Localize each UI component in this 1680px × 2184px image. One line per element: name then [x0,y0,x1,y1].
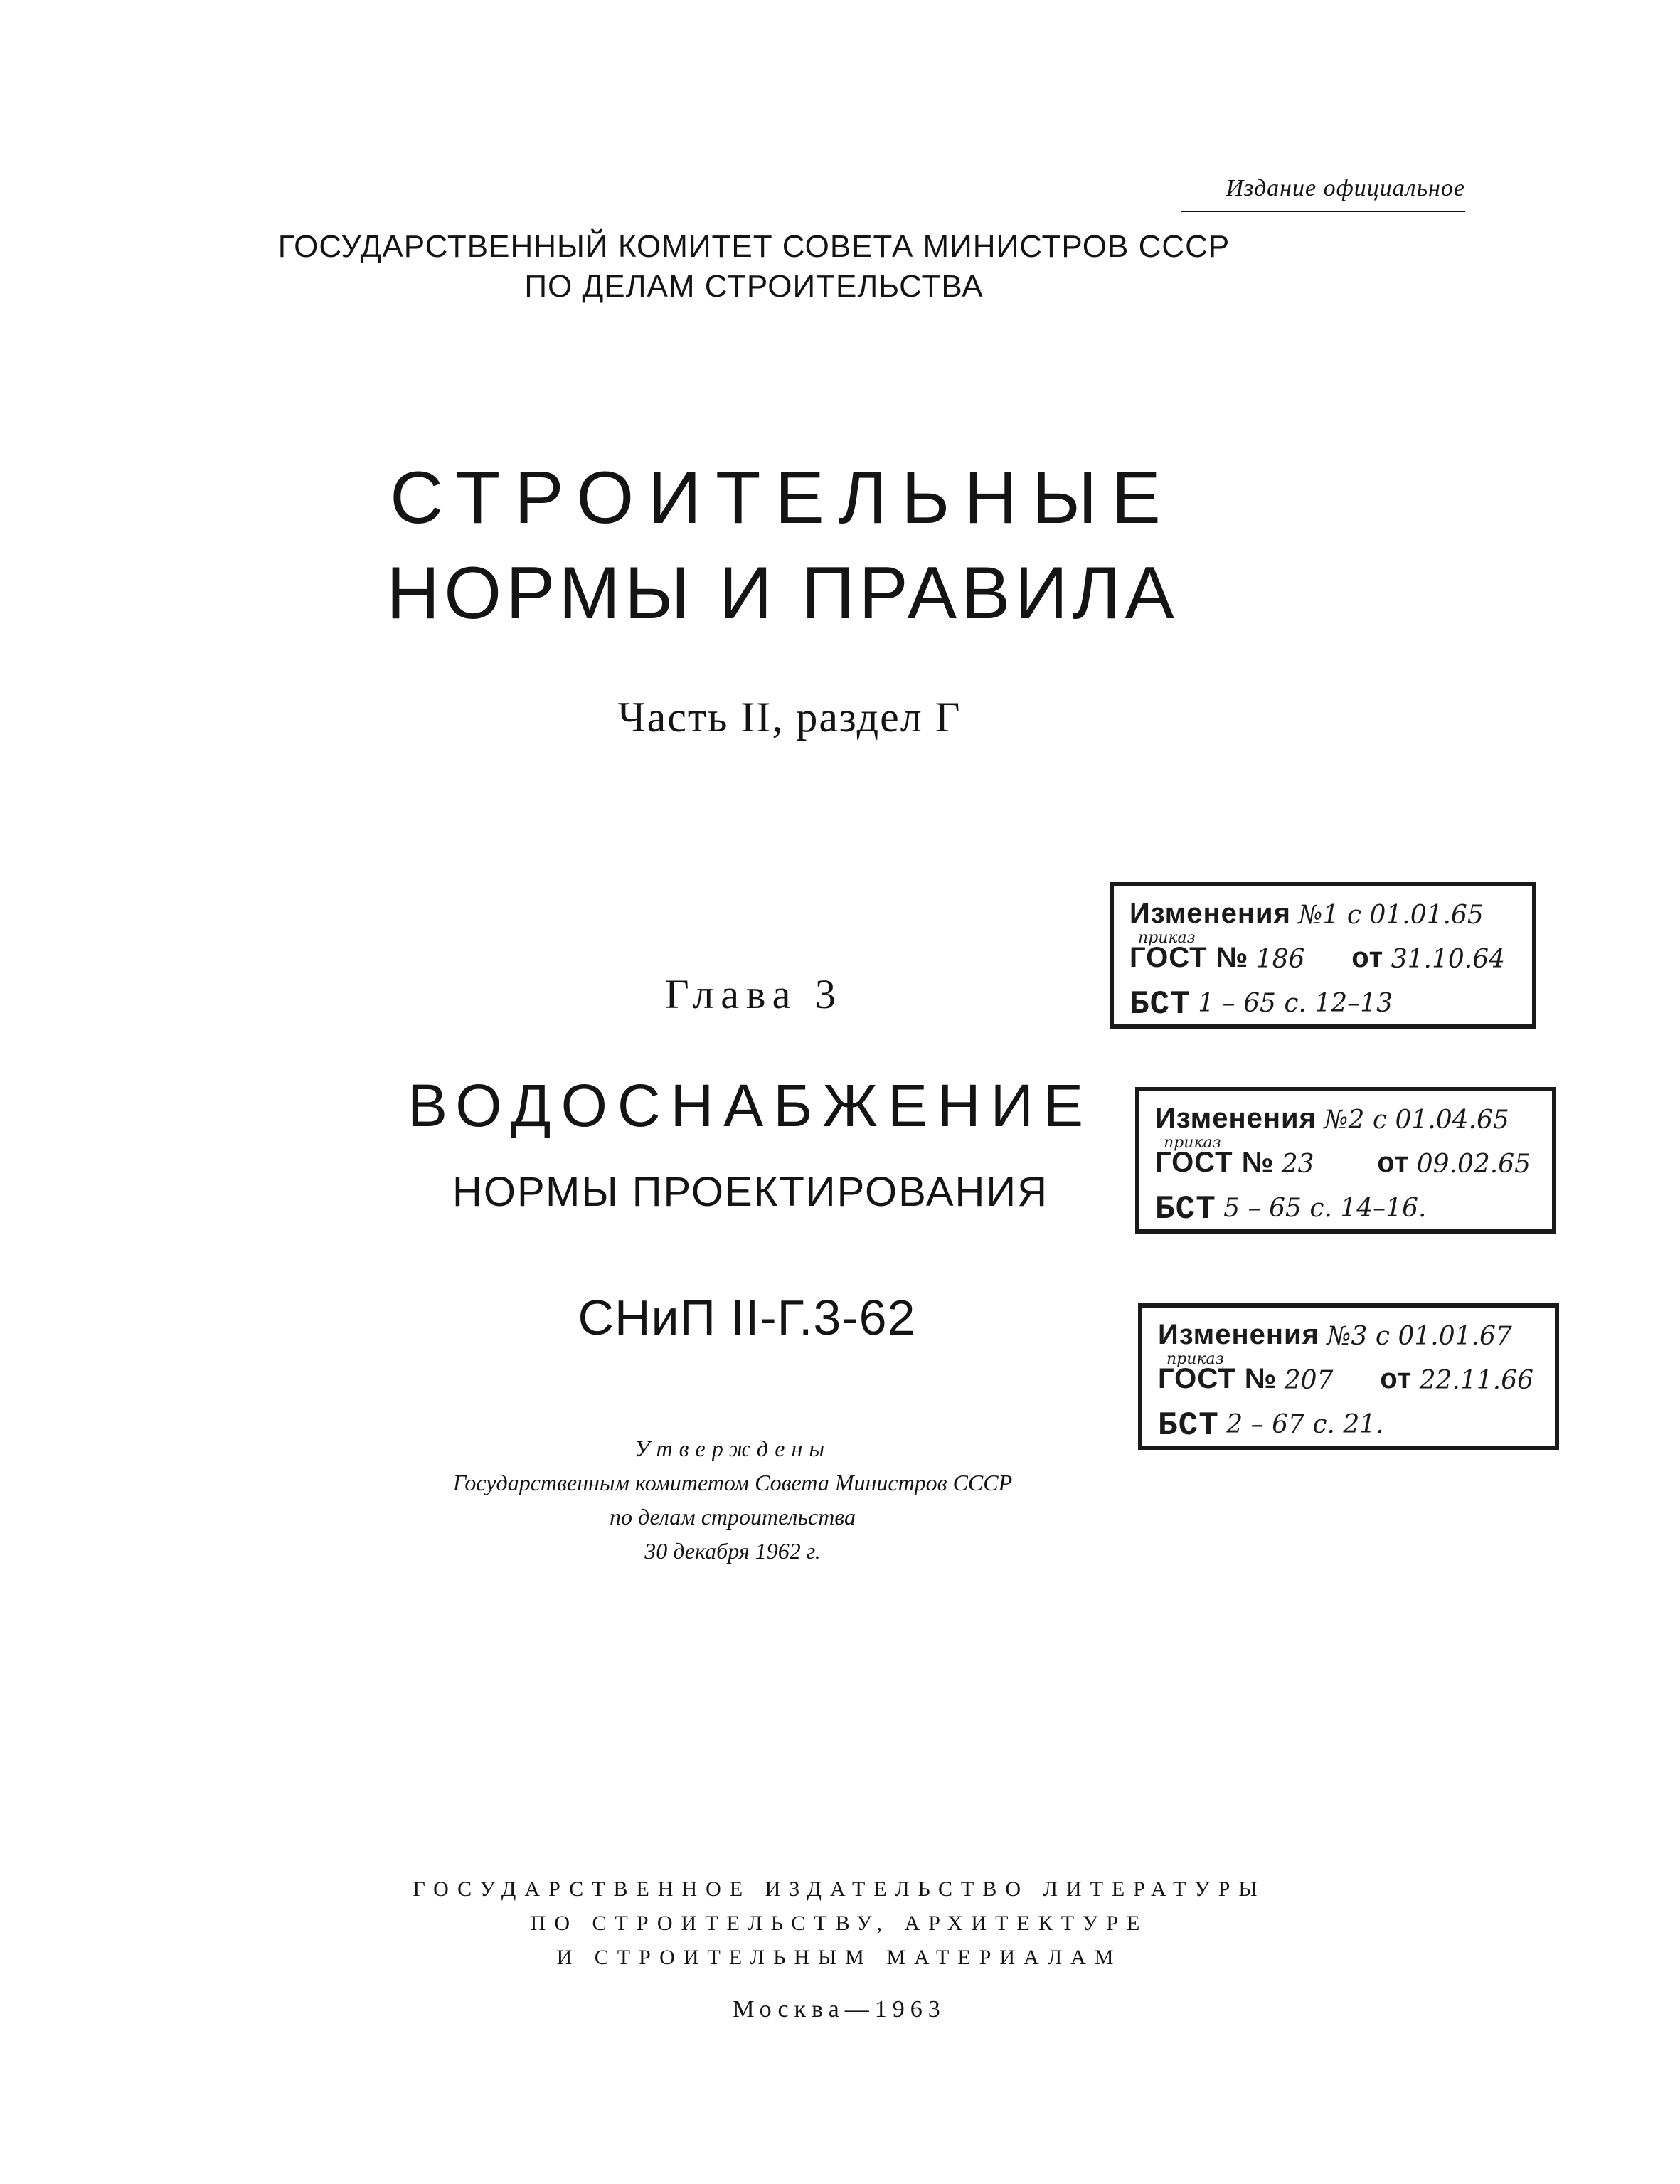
stamp-change-number: №2 с 01.04.65 [1324,1106,1509,1135]
city-year: Москва—1963 [733,1996,946,2023]
amendment-stamp-2 [1135,1087,1556,1234]
stamp-order-number: 23 [1281,1150,1314,1179]
stamp-bst-reference: 1 – 65 с. 12–13 [1198,989,1393,1018]
stamp-bst-reference: 2 – 67 с. 21. [1226,1410,1384,1439]
stamp-order-date: 09.02.65 [1416,1150,1531,1179]
stamp-change-number: №3 с 01.01.67 [1327,1322,1512,1351]
stamp-order-date: 31.10.64 [1391,945,1505,974]
committee-line-1: ГОСУДАРСТВЕННЫЙ КОМИТЕТ СОВЕТА МИНИСТРОВ СССР [277,229,1230,264]
stamp-label-changes: Изменения [1158,1319,1319,1350]
stamp-label-order: ГОСТ № [1129,942,1249,973]
stamp-label-changes: Изменения [1129,898,1291,929]
stamp-label-bst: БСТ [1129,986,1191,1023]
document-code: СНиП II-Г.3-62 [578,1290,916,1345]
stamp-order-date: 22.11.66 [1419,1366,1533,1395]
stamp-order-number: 207 [1284,1366,1334,1395]
stamp-label-changes: Изменения [1155,1103,1317,1134]
stamp-label-from: от [1380,1363,1413,1394]
amendment-stamp-1 [1110,882,1536,1029]
approval-date: 30 декабря 1962 г. [644,1538,821,1564]
stamp-order-number: 186 [1255,945,1305,974]
committee-line-2: ПО ДЕЛАМ СТРОИТЕЛЬСТВА [524,269,984,304]
publisher-line-3: И СТРОИТЕЛЬНЫМ МАТЕРИАЛАМ [556,1946,1122,1969]
stamp-label-bst: БСТ [1158,1407,1219,1444]
title-line-1: СТРОИТЕЛЬНЫЕ [390,457,1175,539]
edition-underline [1181,211,1465,212]
stamp-label-bst: БСТ [1155,1191,1216,1228]
stamp-handwritten-order-note: приказ [1166,1350,1224,1368]
stamp-bst-reference: 5 – 65 с. 14–16. [1223,1194,1427,1223]
chapter-number: Глава 3 [665,971,843,1017]
approval-heading: Утверждены [634,1436,831,1461]
stamp-label-from: от [1377,1147,1410,1178]
publisher-line-2: ПО СТРОИТЕЛЬСТВУ, АРХИТЕКТУРЕ [530,1912,1149,1935]
approval-line-2: по делам строительства [609,1504,856,1530]
stamp-label-from: от [1351,942,1384,973]
subject-subtitle: НОРМЫ ПРОЕКТИРОВАНИЯ [452,1169,1049,1215]
stamp-label-order: ГОСТ № [1155,1147,1275,1178]
part-section: Часть II, раздел Г [617,694,962,741]
stamp-label-order: ГОСТ № [1158,1363,1277,1394]
stamp-handwritten-order-note: приказ [1138,929,1196,947]
edition-note: Издание официальное [1226,175,1465,201]
subject-title: ВОДОСНАБЖЕНИЕ [407,1072,1094,1139]
amendment-stamp-3 [1138,1303,1559,1450]
stamp-change-number: №1 с 01.01.65 [1298,901,1484,930]
stamp-handwritten-order-note: приказ [1164,1134,1221,1152]
approval-line-1: Государственным комитетом Совета Министров СССР [452,1470,1013,1495]
title-line-2: НОРМЫ И ПРАВИЛА [386,552,1179,635]
publisher-line-1: ГОСУДАРСТВЕННОЕ ИЗДАТЕЛЬСТВО ЛИТЕРАТУРЫ [413,1877,1266,1901]
